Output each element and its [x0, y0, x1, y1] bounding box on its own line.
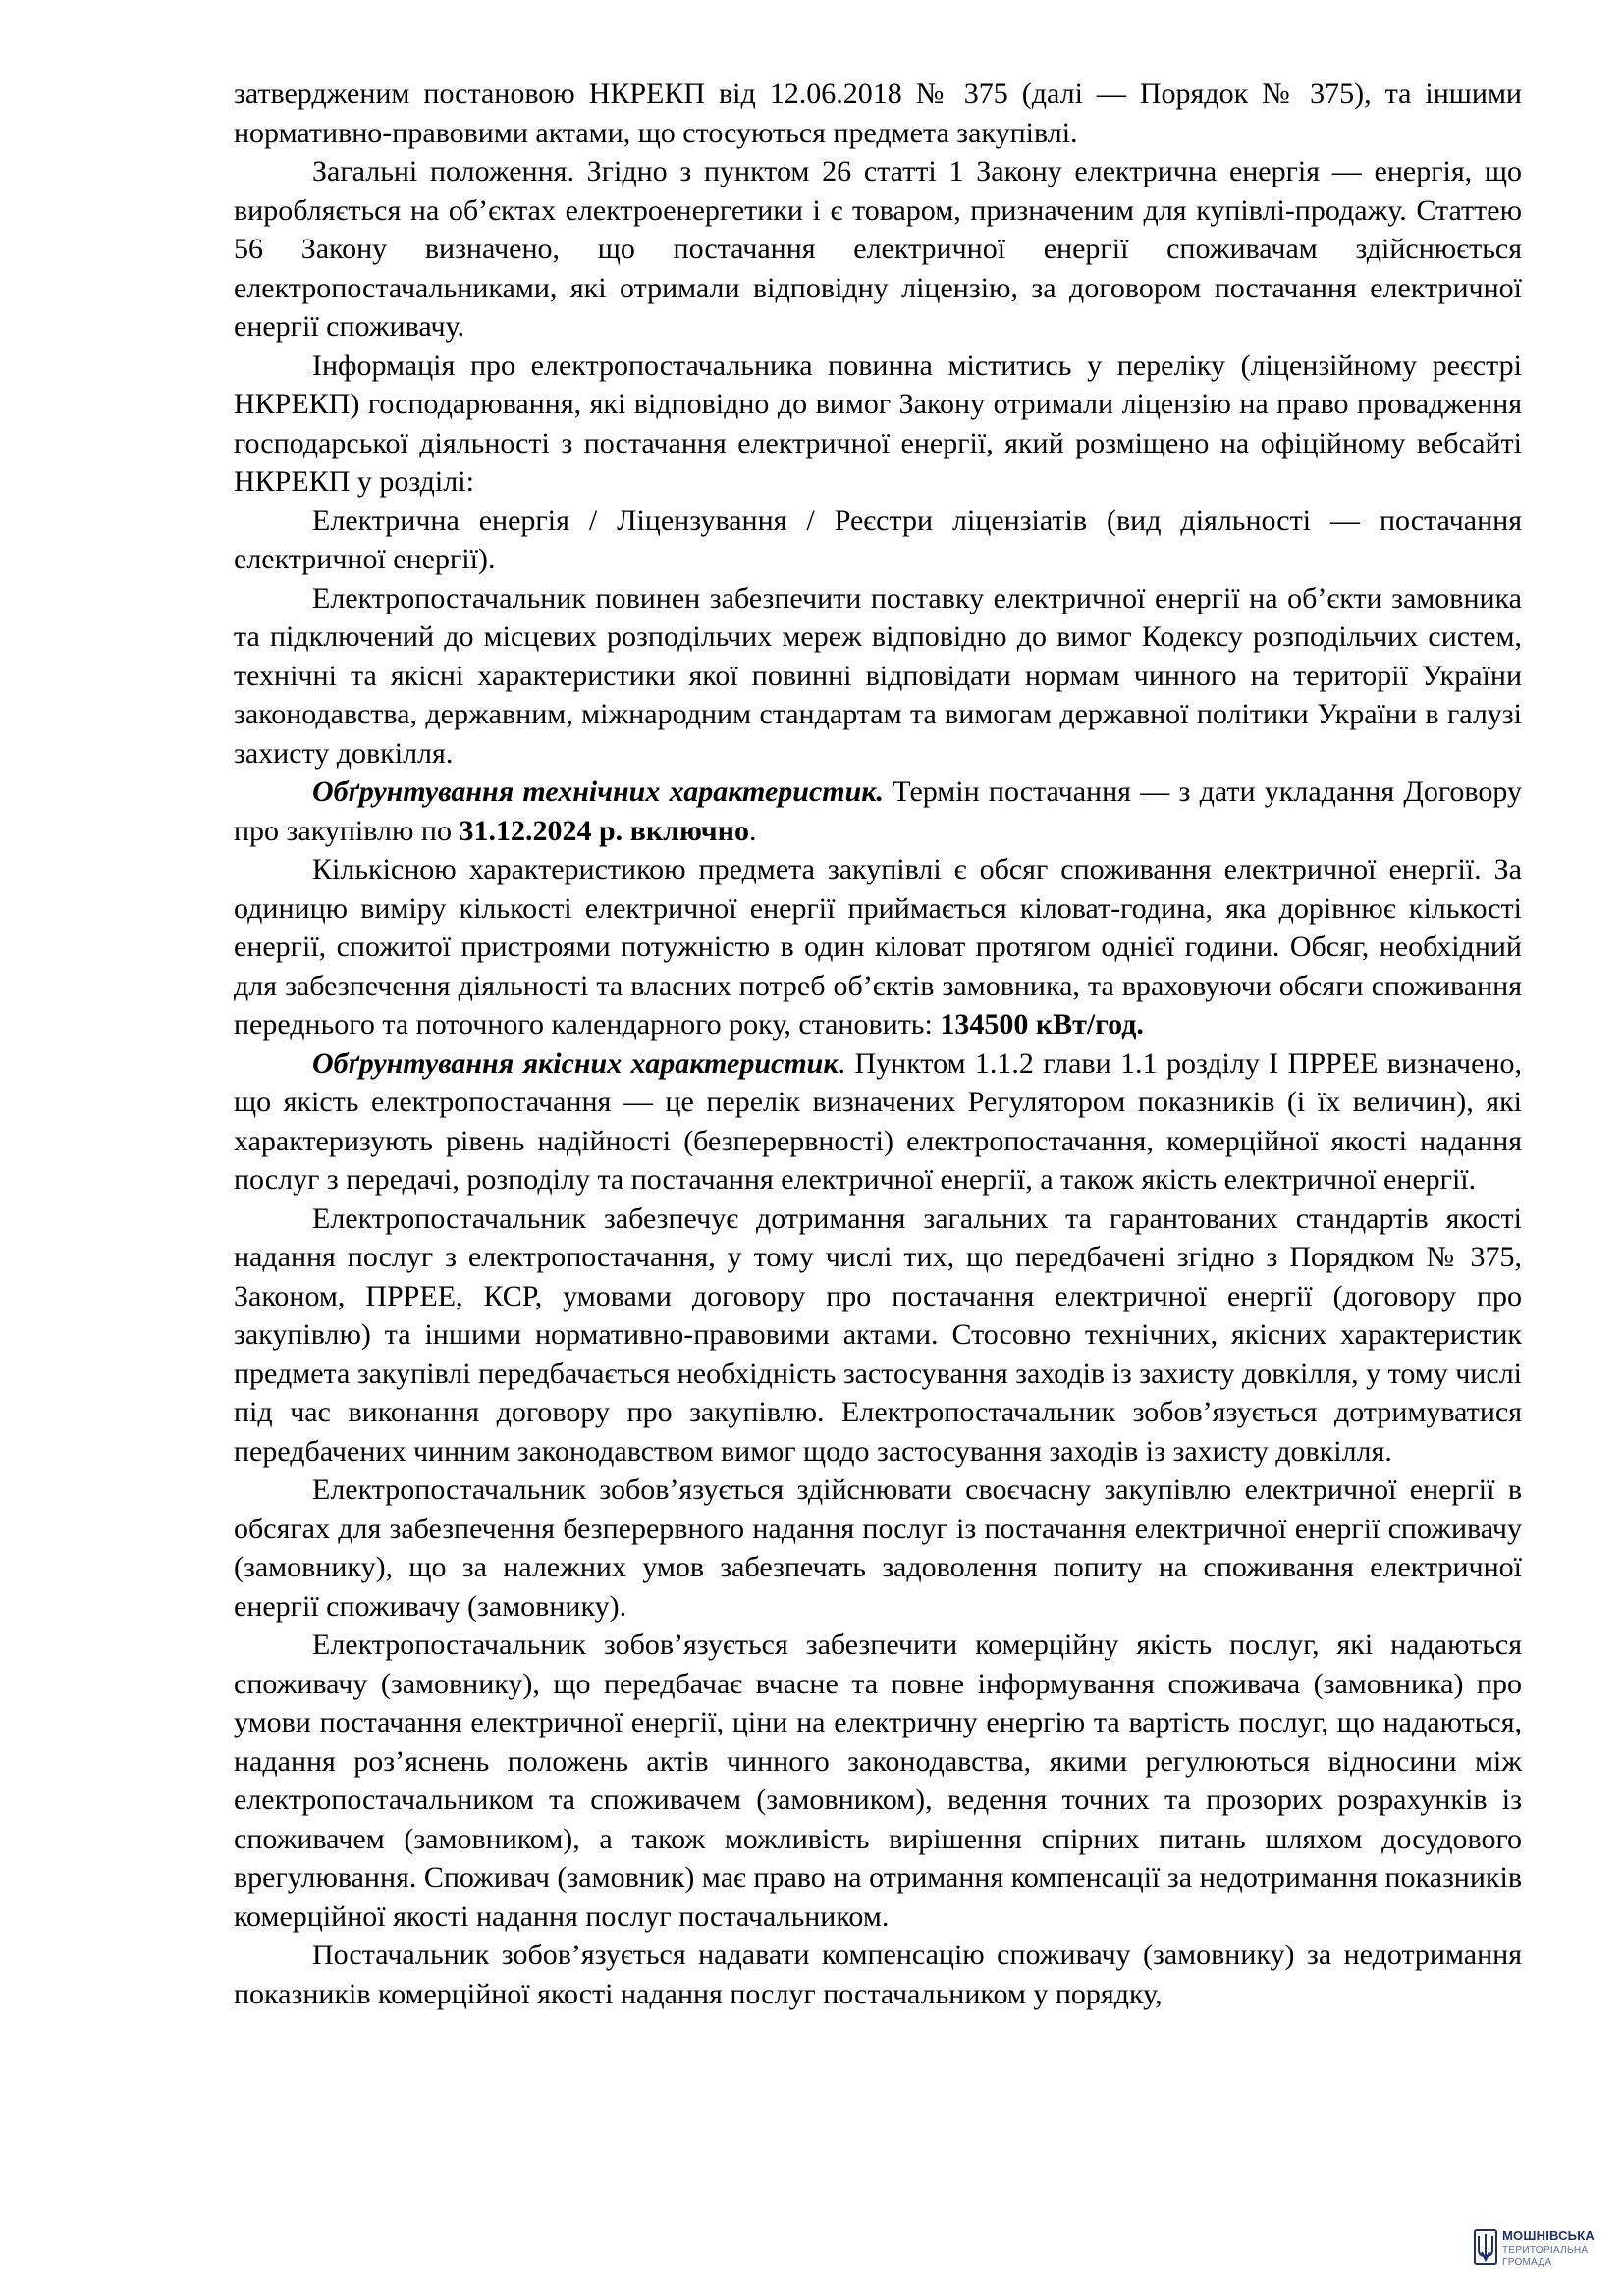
watermark-line-2: ТЕРИТОРІАЛЬНА	[1502, 2245, 1589, 2256]
paragraph-quantity	[234, 850, 1522, 1044]
paragraph-technical-characteristics	[234, 773, 1522, 850]
paragraph: Електропостачальник зобов’язується забезпечити комерційну якість послуг, які надаються споживачу (замовнику), що передбачає вчасне та повне інформування споживача (замовника) про умови постачання електричної енергії, ціни на електричну енергію та вартість послуг, що надаються, надання роз’яснень положень актів чинного законодавства, якими регулюються відносини між електропостачальником та споживачем (замовником), ведення точних та прозорих розрахунків із споживачем (замовником), а також можливість вирішення спірних питань шляхом досудового врегулювання. Споживач (замовник) має право на отримання компенсації за недотримання показників комерційної якості надання послуг постачальником.	[234, 1629, 1522, 1933]
watermark-line-3: ГРОМАДА	[1502, 2257, 1552, 2268]
section-heading: Обґрунтування якісних характеристик	[312, 1046, 839, 1080]
paragraph: затвердженим постановою НКРЕКП від 12.06.2018 № 375 (далі — Порядок № 375), та іншими нормативно-правовими актами, що стосуються предмета закупівлі.	[234, 78, 1522, 149]
paragraph-text: . Пунктом 1.1.2 глави 1.1 розділу I ПРРЕЕ визначено, що якість електропостачання — це перелік визначених Регулятором показників (і їх величин), які характеризують рівень надійності (безперервності) електропостачання, комерційної якості надання послуг з передачі, розподілу та постачання електричної енергії, а також якість електричної енергії.	[234, 1046, 1522, 1196]
paragraph: Загальні положення. Згідно з пунктом 26 статті 1 Закону електрична енергія — енергія, що виробляється на об’єктах електроенергетики і є товаром, призначеним для купівлі-продажу. Статтею 56 Закону визначено, що постачання електричної енергії споживачам здійснюється електропостачальниками, які отримали відповідну ліцензію, за договором постачання електричної енергії споживачу.	[234, 155, 1522, 343]
paragraph-text: .	[748, 814, 757, 847]
paragraph: Електропостачальник повинен забезпечити поставку електричної енергії на об’єкти замовника та підключений до місцевих розподільчих мереж відповідно до вимог Кодексу розподільчих систем, технічні та якісні характеристики якої повинні відповідати нормам чинного на території України законодавства, державним, міжнародним стандартам та вимогам державної політики України в галузі захисту довкілля.	[234, 581, 1522, 770]
paragraph-quality-characteristics	[234, 1044, 1522, 1200]
paragraph: Постачальник зобов’язується надавати компенсацію споживачу (замовнику) за недотримання показників комерційної якості надання послуг постачальником у порядку,	[234, 1939, 1522, 2010]
paragraph: Електропостачальник зобов’язується здійснювати своєчасну закупівлю електричної енергії в обсягах для забезпечення безперервного надання послуг із постачання електричної енергії споживачу (замовнику), що за належних умов забезпечать задоволення попиту на споживання електричної енергії споживачу (замовнику).	[234, 1473, 1522, 1623]
document-page	[234, 75, 1522, 2013]
section-heading: Обґрунтування технічних характеристик.	[312, 775, 884, 808]
community-watermark	[1473, 2226, 1620, 2275]
paragraph: Електропостачальник забезпечує дотримання загальних та гарантованих стандартів якості надання послуг з електропостачання, у тому числі тих, що передбачені згідно з Порядком № 375, Законом, ПРРЕЕ, КСР, умовами договору про постачання електричної енергії (договору про закупівлю) та іншими нормативно-правовими актами. Стосовно технічних, якісних характеристик предмета закупівлі передбачається необхідність застосування заходів із захисту довкілля, у тому числі під час виконання договору про закупівлю. Електропостачальник зобов’язується дотримуватися передбачених чинним законодавством вимог щодо застосування заходів із захисту довкілля.	[234, 1201, 1523, 1468]
volume-value: 134500 кВт/год.	[940, 1008, 1144, 1041]
paragraph: Електрична енергія / Ліцензування / Реєстри ліцензіатів (вид діяльності — постачання електричної енергії).	[234, 504, 1522, 575]
paragraph-text: Кількісною характеристикою предмета закупівлі є обсяг споживання електричної енергії. За одиницю виміру кількості електричної енергії приймається кіловат-година, яка дорівнює кількості енергії, спожитої пристроями потужністю в один кіловат протягом однієї години. Обсяг, необхідний для забезпечення діяльності та власних потреб об’єктів замовника, та враховуючи обсяги споживання переднього та поточного календарного року, становить:	[234, 853, 1522, 1041]
trident-icon	[1473, 2228, 1498, 2269]
paragraph-text: Термін постачання — з дати укладання Договору про закупівлю по	[234, 775, 1522, 847]
deadline-date: 31.12.2024 р. включно	[459, 814, 749, 847]
paragraph: Інформація про електропостачальника повинна міститись у переліку (ліцензійному реєстрі НКРЕКП) господарювання, які відповідно до вимог Закону отримали ліцензію на право провадження господарської діяльності з постачання електричної енергії, який розміщено на офіційному вебсайті НКРЕКП у розділі:	[234, 348, 1522, 498]
watermark-line-1: МОШНІВСЬКА	[1502, 2228, 1595, 2243]
